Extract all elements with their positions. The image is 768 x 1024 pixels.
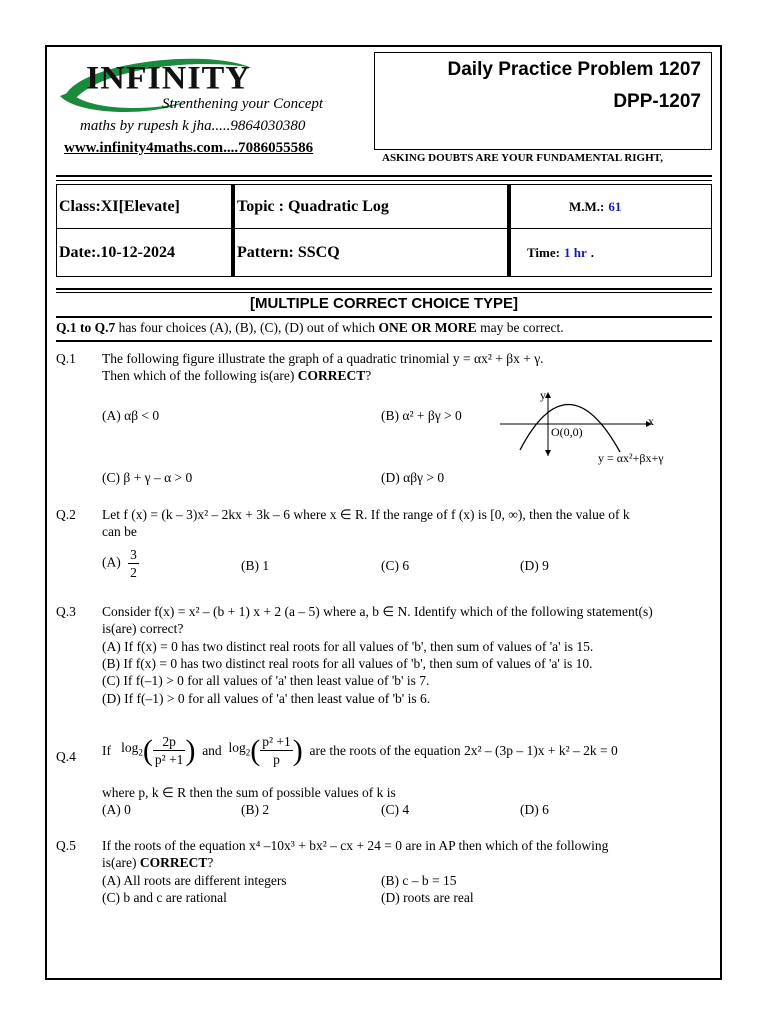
author-line: maths by rupesh k jha.....9864030380 (80, 118, 306, 134)
q5-number: Q.5 (56, 838, 76, 853)
divider (56, 180, 712, 181)
info-table (56, 184, 712, 277)
q2-option-d[interactable]: (D) 9 (520, 558, 549, 573)
graph-y-label: y (540, 388, 546, 402)
frac-num: 3 (130, 547, 137, 562)
q4-line2: where p, k ∈ R then the sum of possible values of k is (102, 785, 396, 800)
q3-option-d[interactable]: (D) If f(–1) > 0 for all values of 'a' then least value of 'b' is 6. (102, 691, 431, 706)
website-link[interactable]: www.infinity4maths.com....7086055586 (64, 140, 314, 156)
section-title: [MULTIPLE CORRECT CHOICE TYPE] (249, 295, 519, 312)
logo-text: INFINITY (86, 60, 251, 97)
q2-option-b[interactable]: (B) 1 (241, 558, 270, 573)
time-cell: Time: 1 hr . (509, 229, 712, 277)
date-cell: Date:.10-12-2024 (57, 229, 234, 277)
q5-option-c[interactable]: (C) b and c are rational (102, 890, 227, 905)
topic-cell: Topic : Quadratic Log (233, 185, 509, 229)
q1-line2: Then which of the following is(are) CORRECT? (102, 368, 372, 383)
divider (56, 316, 712, 318)
graph-caption: y = αx²+βx+γ (598, 451, 664, 465)
divider (56, 292, 712, 293)
dpp-code: DPP-1207 (613, 91, 701, 112)
motto: ASKING DOUBTS ARE YOUR FUNDAMENTAL RIGHT, (382, 152, 663, 164)
q4-line1: If $\log_2$( $\frac{2p}{\text{p² +1}}$ ) and $\log_2$( $\frac{\text{p² +1}}{p}$ ) are the roots of the equation 2x² – (3p – 1)x + k² – 2k = 0 (102, 734, 618, 767)
q2-number: Q.2 (56, 507, 76, 522)
y-axis-arrow-down (545, 450, 551, 456)
divider (56, 288, 712, 290)
q1-option-d[interactable]: (D) αβγ > 0 (381, 470, 445, 485)
tagline: Strenthening your Concept (162, 96, 324, 112)
q4-option-b[interactable]: (B) 2 (241, 802, 270, 817)
pattern-cell: Pattern: SSCQ (233, 229, 509, 277)
q1-option-a[interactable]: (A) αβ < 0 (102, 408, 160, 423)
dpp-box (374, 52, 712, 150)
q3-option-a[interactable]: (A) If f(x) = 0 has two distinct real roots for all values of 'b', then sum of values of 'a' is 15. (102, 639, 594, 654)
q5-option-d[interactable]: (D) roots are real (381, 890, 474, 905)
q3-option-c[interactable]: (C) If f(–1) > 0 for all values of 'a' then least value of 'b' is 7. (102, 673, 430, 688)
graph-origin-label: O(0,0) (551, 425, 583, 439)
q5-line1: If the roots of the equation x⁴ –10x³ + bx² – cx + 24 = 0 are in AP then which of the following (102, 838, 609, 853)
q4-option-c[interactable]: (C) 4 (381, 802, 410, 817)
q3-number: Q.3 (56, 604, 76, 619)
q1-line1: The following figure illustrate the graph of a quadratic trinomial y = αx² + βx + γ. (102, 351, 544, 366)
q4-option-d[interactable]: (D) 6 (520, 802, 549, 817)
q2-option-a[interactable]: (A) $\frac{3}{2}$ (102, 547, 137, 580)
instructions: Q.1 to Q.7 has four choices (A), (B), (C), (D) out of which ONE OR MORE may be correct. (56, 320, 564, 335)
frac-den: 2 (130, 565, 137, 580)
q5-line2: is(are) CORRECT? (102, 855, 214, 870)
q2-line1: Let f (x) = (k – 3)x² – 2kx + 3k – 6 where x ∈ R. If the range of f (x) is [0, ∞), then the value of k (102, 507, 630, 522)
q4-option-a[interactable]: (A) 0 (102, 802, 131, 817)
q2-line2: can be (102, 524, 137, 539)
divider (56, 175, 712, 177)
divider (56, 340, 712, 342)
graph-x-label: x (648, 414, 654, 428)
q5-option-a[interactable]: (A) All roots are different integers (102, 873, 287, 888)
q3-line1: Consider f(x) = x² – (b + 1) x + 2 (a – 5) where a, b ∈ N. Identify which of the following statement(s) (102, 604, 653, 619)
q5-option-b[interactable]: (B) c – b = 15 (381, 873, 457, 888)
q1-option-c[interactable]: (C) β + γ – α > 0 (102, 470, 193, 485)
mm-cell: M.M.: 61 (509, 185, 712, 229)
q3-option-b[interactable]: (B) If f(x) = 0 has two distinct real roots for all values of 'b', then sum of values of 'a' is 10. (102, 656, 593, 671)
q2-option-c[interactable]: (C) 6 (381, 558, 410, 573)
q1-number: Q.1 (56, 351, 76, 366)
q3-line2: is(are) correct? (102, 621, 184, 636)
dpp-title: Daily Practice Problem 1207 (447, 59, 701, 80)
q1-option-b[interactable]: (B) α² + βγ > 0 (381, 408, 462, 423)
class-cell: Class:XI[Elevate] (57, 185, 234, 229)
q4-number: Q.4 (56, 749, 76, 764)
